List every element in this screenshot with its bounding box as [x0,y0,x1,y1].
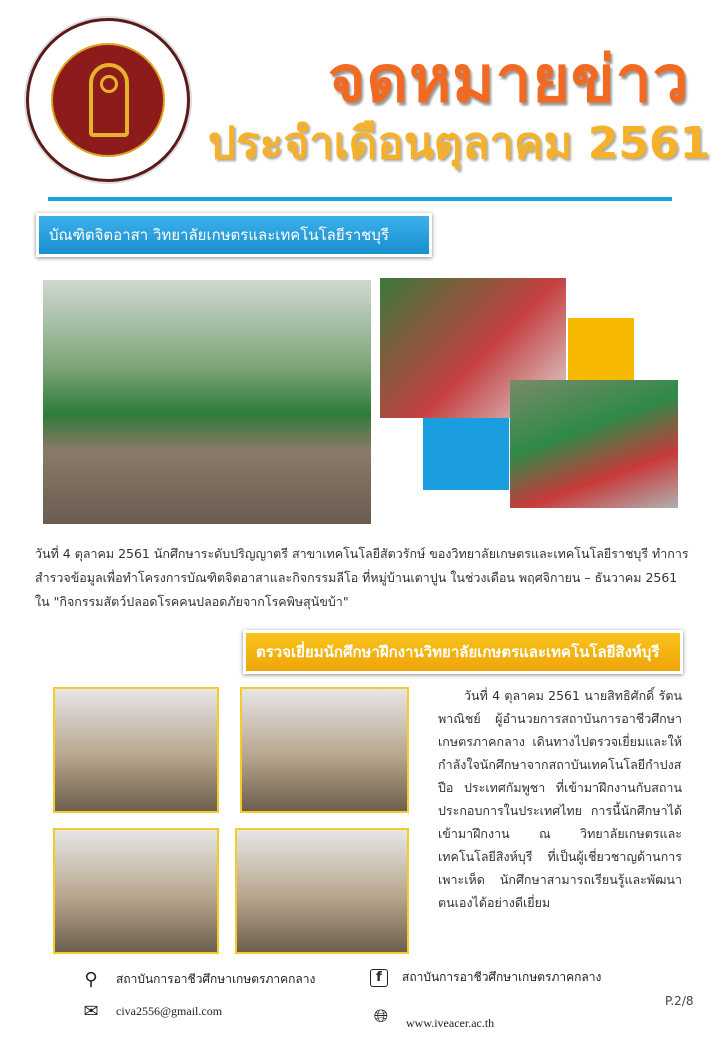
divider [48,197,672,201]
page-number: P.2/8 [665,994,694,1008]
website-link[interactable]: www.iveacer.ac.th [406,1016,495,1030]
section2-heading: ตรวจเยี่ยมนักศึกษาฝึกงานวิทยาลัยเกษตรและเทคโนโลยีสิงห์บุรี [243,630,683,674]
newsletter-title: จดหมายข่าว [328,43,690,117]
group-photo [43,280,371,524]
decor-blue-block [423,418,509,490]
facebook-icon: f [370,969,388,987]
section1-heading: บัณฑิตจิตอาสา วิทยาลัยเกษตรและเทคโนโลยีราชบุรี [36,213,432,257]
visit-photo-3 [53,828,219,954]
decor-yellow-block [568,318,634,380]
survey-photo-2 [510,380,678,508]
footer-email [80,1000,222,1022]
section2-body: วันที่ 4 ตุลาคม 2561 นายสิทธิศักดิ์ รัตนพาณิชย์ ผู้อำนวยการสถาบันการอาชีวศึกษาเกษตรภาคกลาง เดินทางไปตรวจเยี่ยมและให้กำลังใจนักศึกษาจากสถาบันเทคโนโลยีกำปงสปือ ประเทศกัมพูชา ที่เข้ามาฝึกงานกับสถานประกอบการในประเทศไทย การนี้นักศึกษาได้เข้ามาฝึกงาน ณ วิทยาลัยเกษตรและเทคโนโลยีสิงห์บุรี ที่เป็นผู้เชี่ยวชาญด้านการเพาะเห็ด นักศึกษาสามารถเรียนรู้และพัฒนาตนเองได้อย่างดีเยี่ยม [438,688,682,910]
facebook-link[interactable]: สถาบันการอาชีวศึกษาเกษตรภาคกลาง [402,970,602,984]
footer-address [80,968,315,990]
address-text: สถาบันการอาชีวศึกษาเกษตรภาคกลาง [116,971,316,986]
globe-icon: 🌐︎ [373,1006,389,1027]
newsletter-subtitle: ประจำเดือนตุลาคม 2561 [208,118,711,169]
visit-photo-4 [235,828,409,954]
location-pin-icon: ⚲ [84,968,98,990]
footer-website [370,1002,494,1031]
section1-body: วันที่ 4 ตุลาคม 2561 นักศึกษาระดับปริญญาตรี สาขาเทคโนโลยีสัตวรักษ์ ของวิทยาลัยเกษตรและเทคโนโลยีราชบุรี ทำการสำรวจข้อมูลเพื่อทำโครงการบัณฑิตจิตอาสาและกิจกรรมลีโอ ที่หมู่บ้านเตาปูน ในช่วงเดือน พฤศจิกายน – ธันวาคม 2561 ใน "กิจกรรมสัตว์ปลอดโรคคนปลอดภัยจากโรคพิษสุนัขบ้า" [35,546,689,609]
institute-logo [26,18,190,182]
visit-photo-2 [240,687,409,813]
footer-facebook [370,968,601,987]
envelope-icon: ✉ [83,1000,99,1022]
visit-photo-1 [53,687,219,813]
email-link[interactable]: civa2556@gmail.com [116,1003,223,1018]
